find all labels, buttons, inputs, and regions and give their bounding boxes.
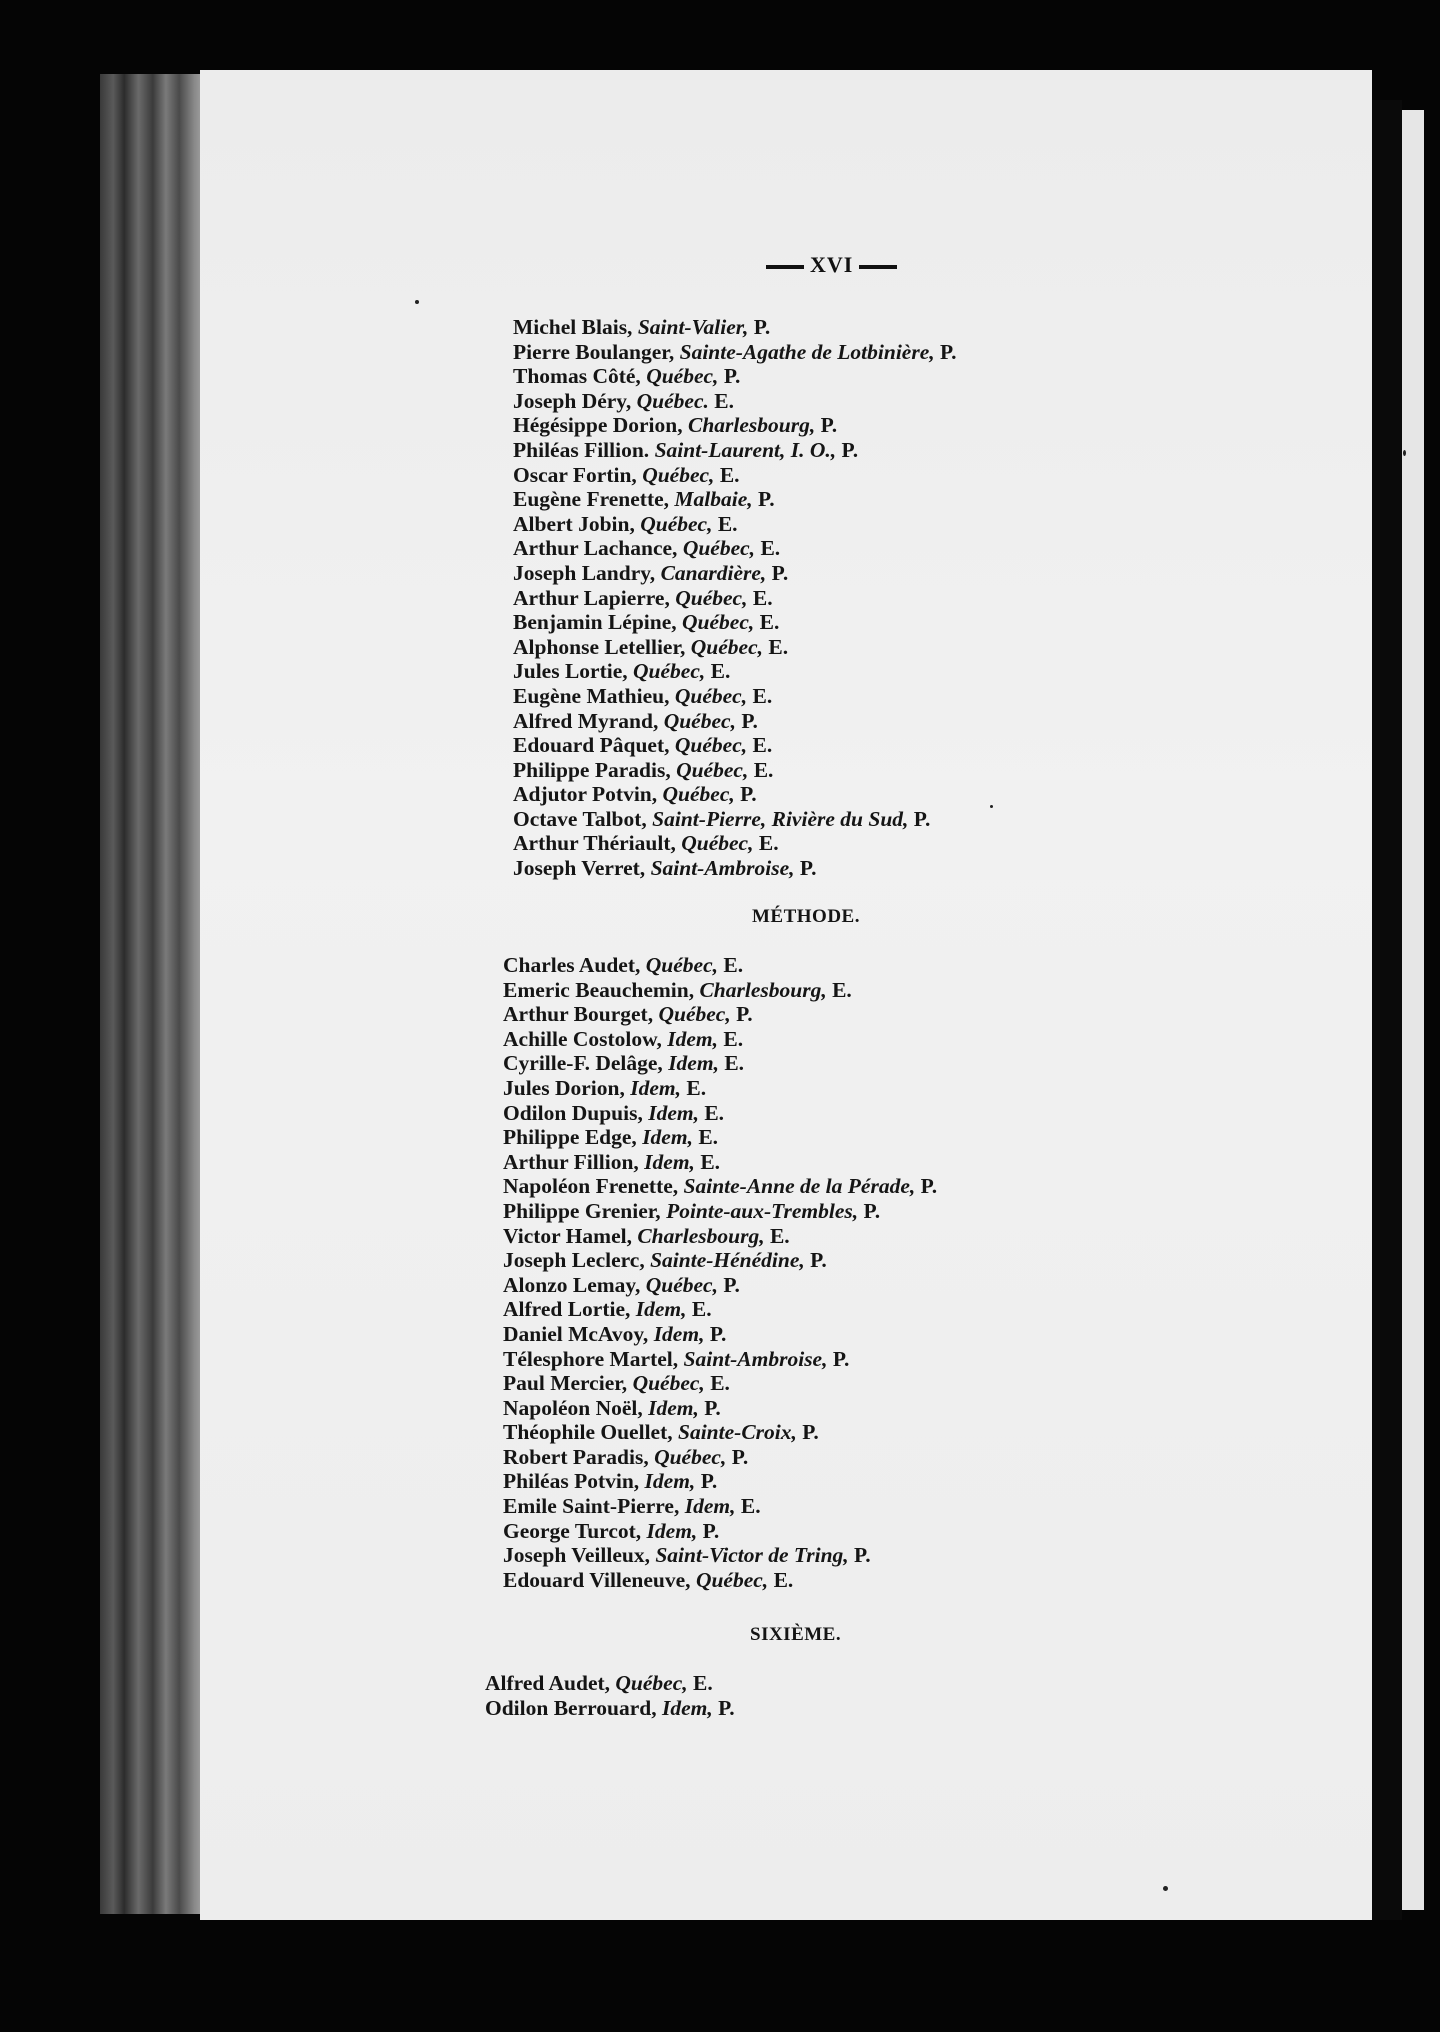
entry-place: Québec, — [645, 1272, 718, 1297]
entry-tag: E. — [740, 1494, 761, 1519]
entry-name: Philippe Grenier, — [503, 1198, 661, 1223]
adjacent-page-edge — [1402, 110, 1424, 1910]
entry-tag: P. — [820, 413, 838, 438]
entry-tag: E. — [691, 1297, 712, 1322]
entry-place: Saint-Victor de Tring, — [655, 1543, 849, 1568]
list-entry — [503, 953, 937, 978]
list-entry — [485, 1671, 735, 1696]
entry-tag: P. — [771, 560, 789, 585]
book-binding — [100, 74, 210, 1914]
entry-tag: P. — [863, 1198, 881, 1223]
ink-speck — [1163, 1886, 1168, 1891]
entry-place: Québec, — [642, 462, 715, 487]
entry-place: Sainte-Anne de la Pérade, — [683, 1174, 916, 1199]
entry-place: Québec, — [675, 585, 748, 610]
entry-tag: E. — [760, 536, 781, 561]
entry-place: Charlesbourg, — [687, 413, 816, 438]
section-heading-sixieme: SIXIÈME. — [750, 1624, 842, 1645]
entry-tag: P. — [700, 1469, 718, 1494]
entry-name: Philippe Paradis, — [513, 757, 671, 782]
list-entry — [513, 586, 957, 611]
student-list-methode — [503, 953, 937, 1592]
list-entry — [513, 512, 957, 537]
student-list-sixieme — [485, 1671, 735, 1720]
entry-tag: E. — [698, 1125, 719, 1150]
entry-name: Edouard Pâquet, — [513, 733, 670, 758]
entry-tag: P. — [753, 315, 771, 339]
entry-name: Arthur Thériault, — [513, 831, 676, 856]
entry-place: Québec, — [695, 1567, 769, 1592]
entry-name: Robert Paradis, — [503, 1444, 649, 1469]
entry-place: Saint-Pierre, Rivière du Sud, — [652, 806, 909, 831]
entry-name: Emeric Beauchemin, — [503, 977, 695, 1002]
entry-name: Eugène Mathieu, — [513, 683, 670, 708]
entry-tag: P. — [913, 806, 931, 831]
list-entry — [503, 1199, 937, 1224]
list-entry — [503, 1027, 937, 1052]
entry-tag: P. — [723, 1272, 740, 1297]
entry-name: Philéas Fillion. — [513, 437, 650, 462]
entry-tag: E. — [717, 511, 738, 536]
entry-place: Charlesbourg, — [699, 977, 827, 1002]
entry-name: Joseph Leclerc, — [503, 1248, 645, 1273]
entry-name: Emile Saint-Pierre, — [503, 1494, 680, 1519]
entry-tag: E. — [753, 757, 774, 782]
list-entry — [513, 561, 957, 586]
entry-tag: E. — [758, 831, 779, 856]
entry-name: Paul Mercier, — [503, 1371, 628, 1396]
entry-name: Jules Lortie, — [513, 659, 628, 684]
entry-name: Hégésippe Dorion, — [513, 413, 683, 438]
entry-place: Québec, — [676, 757, 749, 782]
entry-tag: P. — [702, 1518, 720, 1543]
entry-place: Pointe-aux-Trembles, — [666, 1198, 859, 1223]
entry-place: Québec, — [682, 536, 756, 561]
entry-tag: P. — [854, 1543, 871, 1568]
student-list-first — [513, 315, 957, 881]
list-entry — [503, 978, 937, 1003]
entry-tag: E. — [700, 1149, 721, 1174]
entry-name: Oscar Fortin, — [513, 462, 637, 487]
entry-place: Québec. — [636, 388, 709, 413]
entry-tag: E. — [752, 683, 773, 708]
entry-name: Philippe Edge, — [503, 1125, 637, 1150]
list-entry — [513, 536, 957, 561]
entry-tag: P. — [920, 1174, 938, 1199]
entry-name: Adjutor Potvin, — [513, 782, 658, 807]
entry-place: Idem, — [635, 1297, 687, 1322]
entry-name: Octave Talbot, — [513, 806, 647, 831]
entry-tag: E. — [710, 1371, 730, 1396]
entry-name: Alfred Myrand, — [513, 708, 659, 733]
list-entry — [503, 1248, 937, 1273]
list-entry — [513, 758, 957, 783]
entry-name: Achille Costolow, — [503, 1026, 662, 1051]
entry-place: Saint-Valier, — [637, 315, 749, 339]
entry-place: Canardière, — [660, 560, 767, 585]
entry-tag: E. — [832, 977, 852, 1002]
entry-name: Odilon Berrouard, — [485, 1695, 657, 1720]
entry-name: Arthur Bourget, — [503, 1002, 654, 1027]
list-entry — [513, 487, 957, 512]
entry-tag: P. — [802, 1420, 819, 1445]
list-entry — [503, 1568, 937, 1593]
entry-name: Jules Dorion, — [503, 1075, 625, 1100]
ink-speck — [990, 805, 993, 808]
entry-tag: P. — [731, 1444, 749, 1469]
entry-place: Idem, — [684, 1494, 736, 1519]
page-number — [760, 252, 903, 278]
list-entry — [513, 315, 957, 340]
entry-name: Albert Jobin, — [513, 511, 635, 536]
entry-tag: E. — [710, 659, 731, 684]
entry-tag: P. — [841, 437, 859, 462]
entry-tag: E. — [759, 610, 780, 635]
entry-name: Michel Blais, — [513, 315, 633, 339]
entry-tag: E. — [752, 585, 773, 610]
list-entry — [513, 635, 957, 660]
entry-place: Idem, — [667, 1026, 718, 1051]
page-number-text: XVI — [810, 252, 854, 277]
entry-place: Québec, — [615, 1671, 688, 1695]
entry-tag: E. — [704, 1100, 725, 1125]
list-entry — [513, 709, 957, 734]
entry-place: Québec, — [674, 733, 748, 758]
list-entry — [503, 1371, 937, 1396]
list-entry — [513, 659, 957, 684]
list-entry — [503, 1174, 937, 1199]
ink-speck — [415, 300, 419, 304]
entry-name: Joseph Déry, — [513, 388, 632, 413]
entry-name: Alonzo Lemay, — [503, 1272, 641, 1297]
list-entry — [503, 1125, 937, 1150]
list-entry — [503, 1002, 937, 1027]
section-heading-methode: MÉTHODE. — [752, 906, 860, 927]
list-entry — [503, 1519, 937, 1544]
entry-name: Joseph Landry, — [513, 560, 656, 585]
list-entry — [503, 1420, 937, 1445]
list-entry — [513, 340, 957, 365]
entry-place: Québec, — [674, 683, 748, 708]
list-entry — [503, 1273, 937, 1298]
entry-place: Idem, — [662, 1695, 713, 1720]
list-entry — [513, 438, 957, 463]
entry-name: George Turcot, — [503, 1518, 642, 1543]
entry-tag: P. — [799, 856, 817, 881]
entry-tag: P. — [723, 364, 741, 389]
entry-place: Québec, — [663, 708, 736, 733]
list-entry — [503, 1224, 937, 1249]
folio-dash-left — [766, 265, 804, 269]
entry-tag: E. — [769, 1223, 790, 1248]
page-gutter — [1372, 100, 1402, 1920]
entry-name: Alphonse Letellier, — [513, 634, 686, 659]
list-entry — [513, 610, 957, 635]
list-entry — [503, 1322, 937, 1347]
entry-name: Philéas Potvin, — [503, 1469, 640, 1494]
entry-tag: P. — [740, 782, 757, 807]
entry-place: Charlesbourg, — [637, 1223, 765, 1248]
entry-place: Idem, — [644, 1469, 696, 1494]
entry-name: Napoléon Noël, — [503, 1395, 643, 1420]
entry-place: Malbaie, — [674, 487, 753, 512]
entry-place: Québec, — [690, 634, 764, 659]
entry-place: Québec, — [640, 511, 713, 536]
entry-place: Québec, — [632, 1371, 705, 1396]
entry-place: Québec, — [654, 1444, 727, 1469]
list-entry — [503, 1494, 937, 1519]
entry-place: Québec, — [658, 1002, 731, 1027]
list-entry — [513, 389, 957, 414]
list-entry — [503, 1051, 937, 1076]
entry-place: Sainte-Hénédine, — [650, 1248, 805, 1273]
entry-place: Idem, — [653, 1321, 705, 1346]
entry-place: Idem, — [648, 1395, 699, 1420]
entry-place: Québec, — [681, 831, 754, 856]
list-entry — [503, 1445, 937, 1470]
list-entry — [503, 1347, 937, 1372]
folio-dash-right — [859, 265, 897, 269]
entry-tag: P. — [709, 1321, 727, 1346]
list-entry — [513, 807, 957, 832]
entry-tag: E. — [723, 1026, 744, 1051]
entry-tag: P. — [758, 487, 775, 512]
list-entry — [503, 1297, 937, 1322]
entry-place: Saint-Ambroise, — [683, 1346, 828, 1371]
entry-name: Alfred Audet, — [485, 1671, 611, 1695]
list-entry — [485, 1696, 735, 1721]
entry-tag: E. — [686, 1075, 707, 1100]
entry-place: Québec, — [645, 953, 718, 977]
entry-tag: P. — [810, 1248, 827, 1273]
entry-place: Saint-Laurent, I. O., — [654, 437, 837, 462]
entry-name: Cyrille-F. Delâge, — [503, 1051, 663, 1076]
list-entry — [513, 856, 957, 881]
list-entry — [503, 1101, 937, 1126]
entry-tag: E. — [714, 388, 734, 413]
list-entry — [513, 463, 957, 488]
list-entry — [513, 831, 957, 856]
entry-place: Saint-Ambroise, — [650, 856, 795, 881]
list-entry — [503, 1076, 937, 1101]
entry-name: Victor Hamel, — [503, 1223, 632, 1248]
entry-place: Idem, — [642, 1125, 693, 1150]
entry-place: Idem, — [668, 1051, 719, 1076]
entry-place: Idem, — [648, 1100, 699, 1125]
entry-tag: P. — [741, 708, 758, 733]
entry-name: Télesphore Martel, — [503, 1346, 679, 1371]
list-entry — [503, 1543, 937, 1568]
list-entry — [503, 1469, 937, 1494]
list-entry — [503, 1396, 937, 1421]
entry-tag: E. — [724, 1051, 745, 1076]
entry-name: Benjamin Lépine, — [513, 610, 677, 635]
entry-tag: P. — [736, 1002, 753, 1027]
entry-place: Idem, — [646, 1518, 698, 1543]
entry-place: Québec, — [646, 364, 719, 389]
entry-place: Québec, — [682, 610, 755, 635]
entry-name: Alfred Lortie, — [503, 1297, 631, 1322]
entry-name: Thomas Côté, — [513, 364, 641, 389]
entry-place: Sainte-Agathe de Lotbinière, — [679, 339, 935, 364]
entry-place: Sainte-Croix, — [678, 1420, 797, 1445]
entry-tag: E. — [693, 1671, 713, 1695]
list-entry — [513, 684, 957, 709]
entry-place: Idem, — [644, 1149, 695, 1174]
entry-place: Québec, — [633, 659, 706, 684]
list-entry — [513, 364, 957, 389]
entry-name: Pierre Boulanger, — [513, 339, 675, 364]
entry-place: Québec, — [662, 782, 735, 807]
entry-name: Napoléon Frenette, — [503, 1174, 679, 1199]
entry-name: Charles Audet, — [503, 953, 641, 977]
entry-tag: E. — [768, 634, 789, 659]
entry-name: Arthur Lachance, — [513, 536, 678, 561]
entry-name: Joseph Verret, — [513, 856, 646, 881]
list-entry — [513, 413, 957, 438]
ink-speck — [1403, 450, 1406, 456]
entry-tag: E. — [719, 462, 740, 487]
list-entry — [513, 733, 957, 758]
entry-name: Edouard Villeneuve, — [503, 1567, 691, 1592]
entry-name: Daniel McAvoy, — [503, 1321, 649, 1346]
entry-name: Odilon Dupuis, — [503, 1100, 643, 1125]
entry-tag: P. — [940, 339, 957, 364]
list-entry — [503, 1150, 937, 1175]
entry-name: Théophile Ouellet, — [503, 1420, 673, 1445]
entry-tag: E. — [773, 1567, 794, 1592]
entry-name: Arthur Fillion, — [503, 1149, 639, 1174]
entry-name: Joseph Veilleux, — [503, 1543, 650, 1568]
entry-name: Arthur Lapierre, — [513, 585, 670, 610]
entry-name: Eugène Frenette, — [513, 487, 670, 512]
entry-tag: P. — [704, 1395, 721, 1420]
entry-tag: E. — [752, 733, 773, 758]
entry-place: Idem, — [630, 1075, 681, 1100]
entry-tag: P. — [832, 1346, 850, 1371]
list-entry — [513, 782, 957, 807]
entry-tag: E. — [723, 953, 744, 977]
entry-tag: P. — [718, 1695, 735, 1720]
